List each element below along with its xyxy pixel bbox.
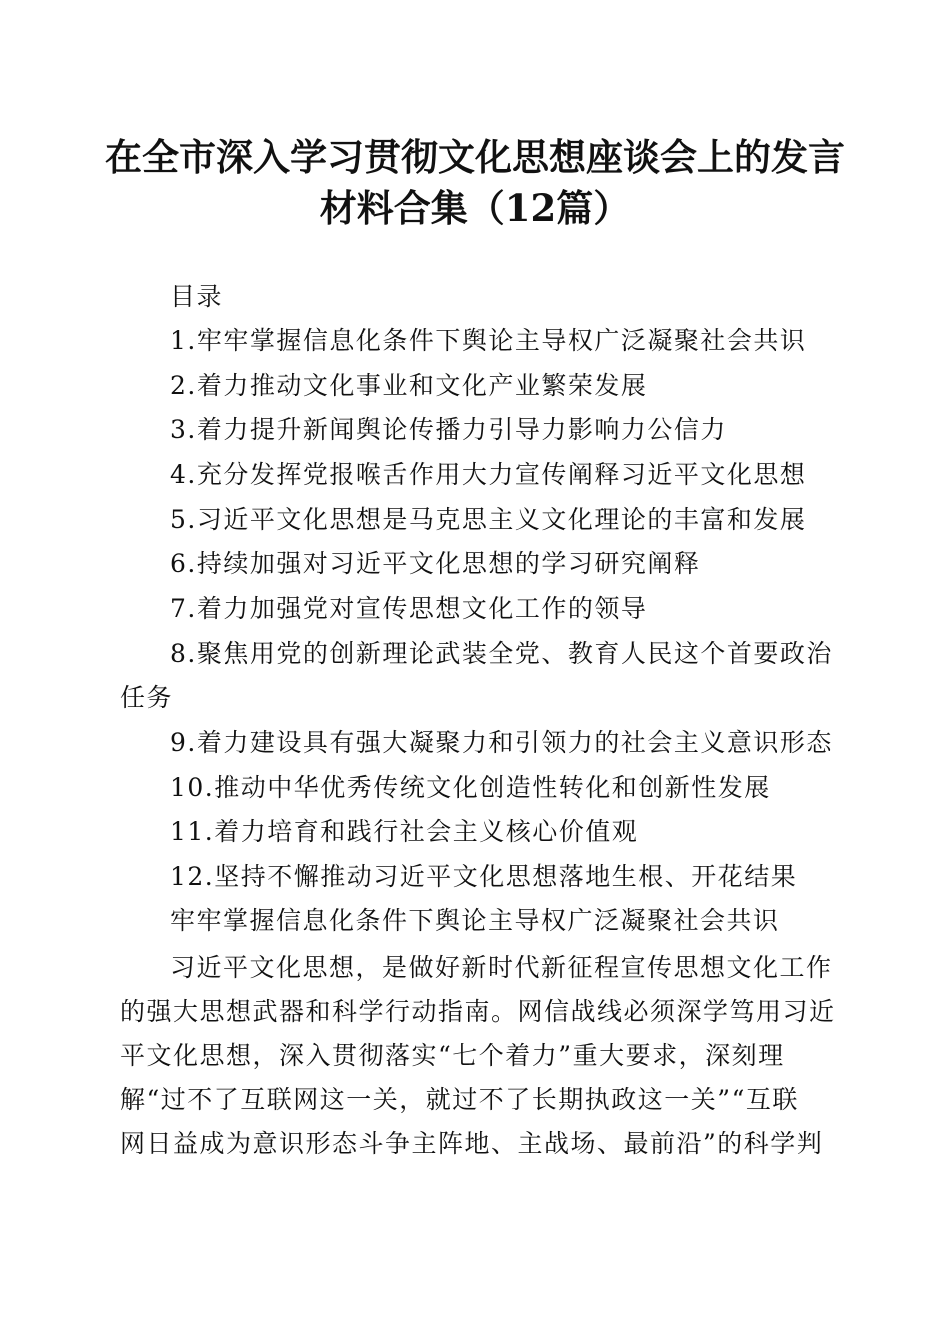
toc-item: 1.牢牢掌握信息化条件下舆论主导权广泛凝聚社会共识 [170, 326, 807, 355]
toc-item: 9.着力建设具有强大凝聚力和引领力的社会主义意识形态 [170, 728, 833, 757]
document-title-line-2: 材料合集（12篇） [319, 186, 631, 230]
toc-item: 8.聚焦用党的创新理论武装全党、教育人民这个首要政治 [170, 639, 833, 668]
toc-item: 11.着力培育和践行社会主义核心价值观 [170, 817, 639, 846]
toc-heading: 目录 [170, 282, 224, 311]
section-title: 牢牢掌握信息化条件下舆论主导权广泛凝聚社会共识 [170, 906, 780, 935]
body-line: 网日益成为意识形态斗争主阵地、主战场、最前沿”的科学判 [120, 1129, 824, 1158]
toc-item: 2.着力推动文化事业和文化产业繁荣发展 [170, 371, 648, 400]
toc-item: 5.习近平文化思想是马克思主义文化理论的丰富和发展 [170, 505, 807, 534]
toc-item-continuation: 任务 [120, 683, 174, 712]
body-line: 平文化思想，深入贯彻落实“七个着力”重大要求，深刻理 [120, 1041, 785, 1070]
document-title-line-1: 在全市深入学习贯彻文化思想座谈会上的发言 [105, 135, 845, 179]
toc-item: 7.着力加强党对宣传思想文化工作的领导 [170, 594, 648, 623]
body-line: 习近平文化思想，是做好新时代新征程宣传思想文化工作 [170, 953, 833, 982]
toc-item: 4.充分发挥党报喉舌作用大力宣传阐释习近平文化思想 [170, 460, 807, 489]
toc-item: 10.推动中华优秀传统文化创造性转化和创新性发展 [170, 773, 771, 802]
toc-item: 6.持续加强对习近平文化思想的学习研究阐释 [170, 549, 701, 578]
body-line: 的强大思想武器和科学行动指南。网信战线必须深学笃用习近 [120, 997, 836, 1026]
toc-item: 3.着力提升新闻舆论传播力引导力影响力公信力 [170, 415, 727, 444]
body-line: 解“过不了互联网这一关，就过不了长期执政这一关”“互联 [120, 1085, 799, 1114]
toc-item: 12.坚持不懈推动习近平文化思想落地生根、开花结果 [170, 862, 798, 891]
